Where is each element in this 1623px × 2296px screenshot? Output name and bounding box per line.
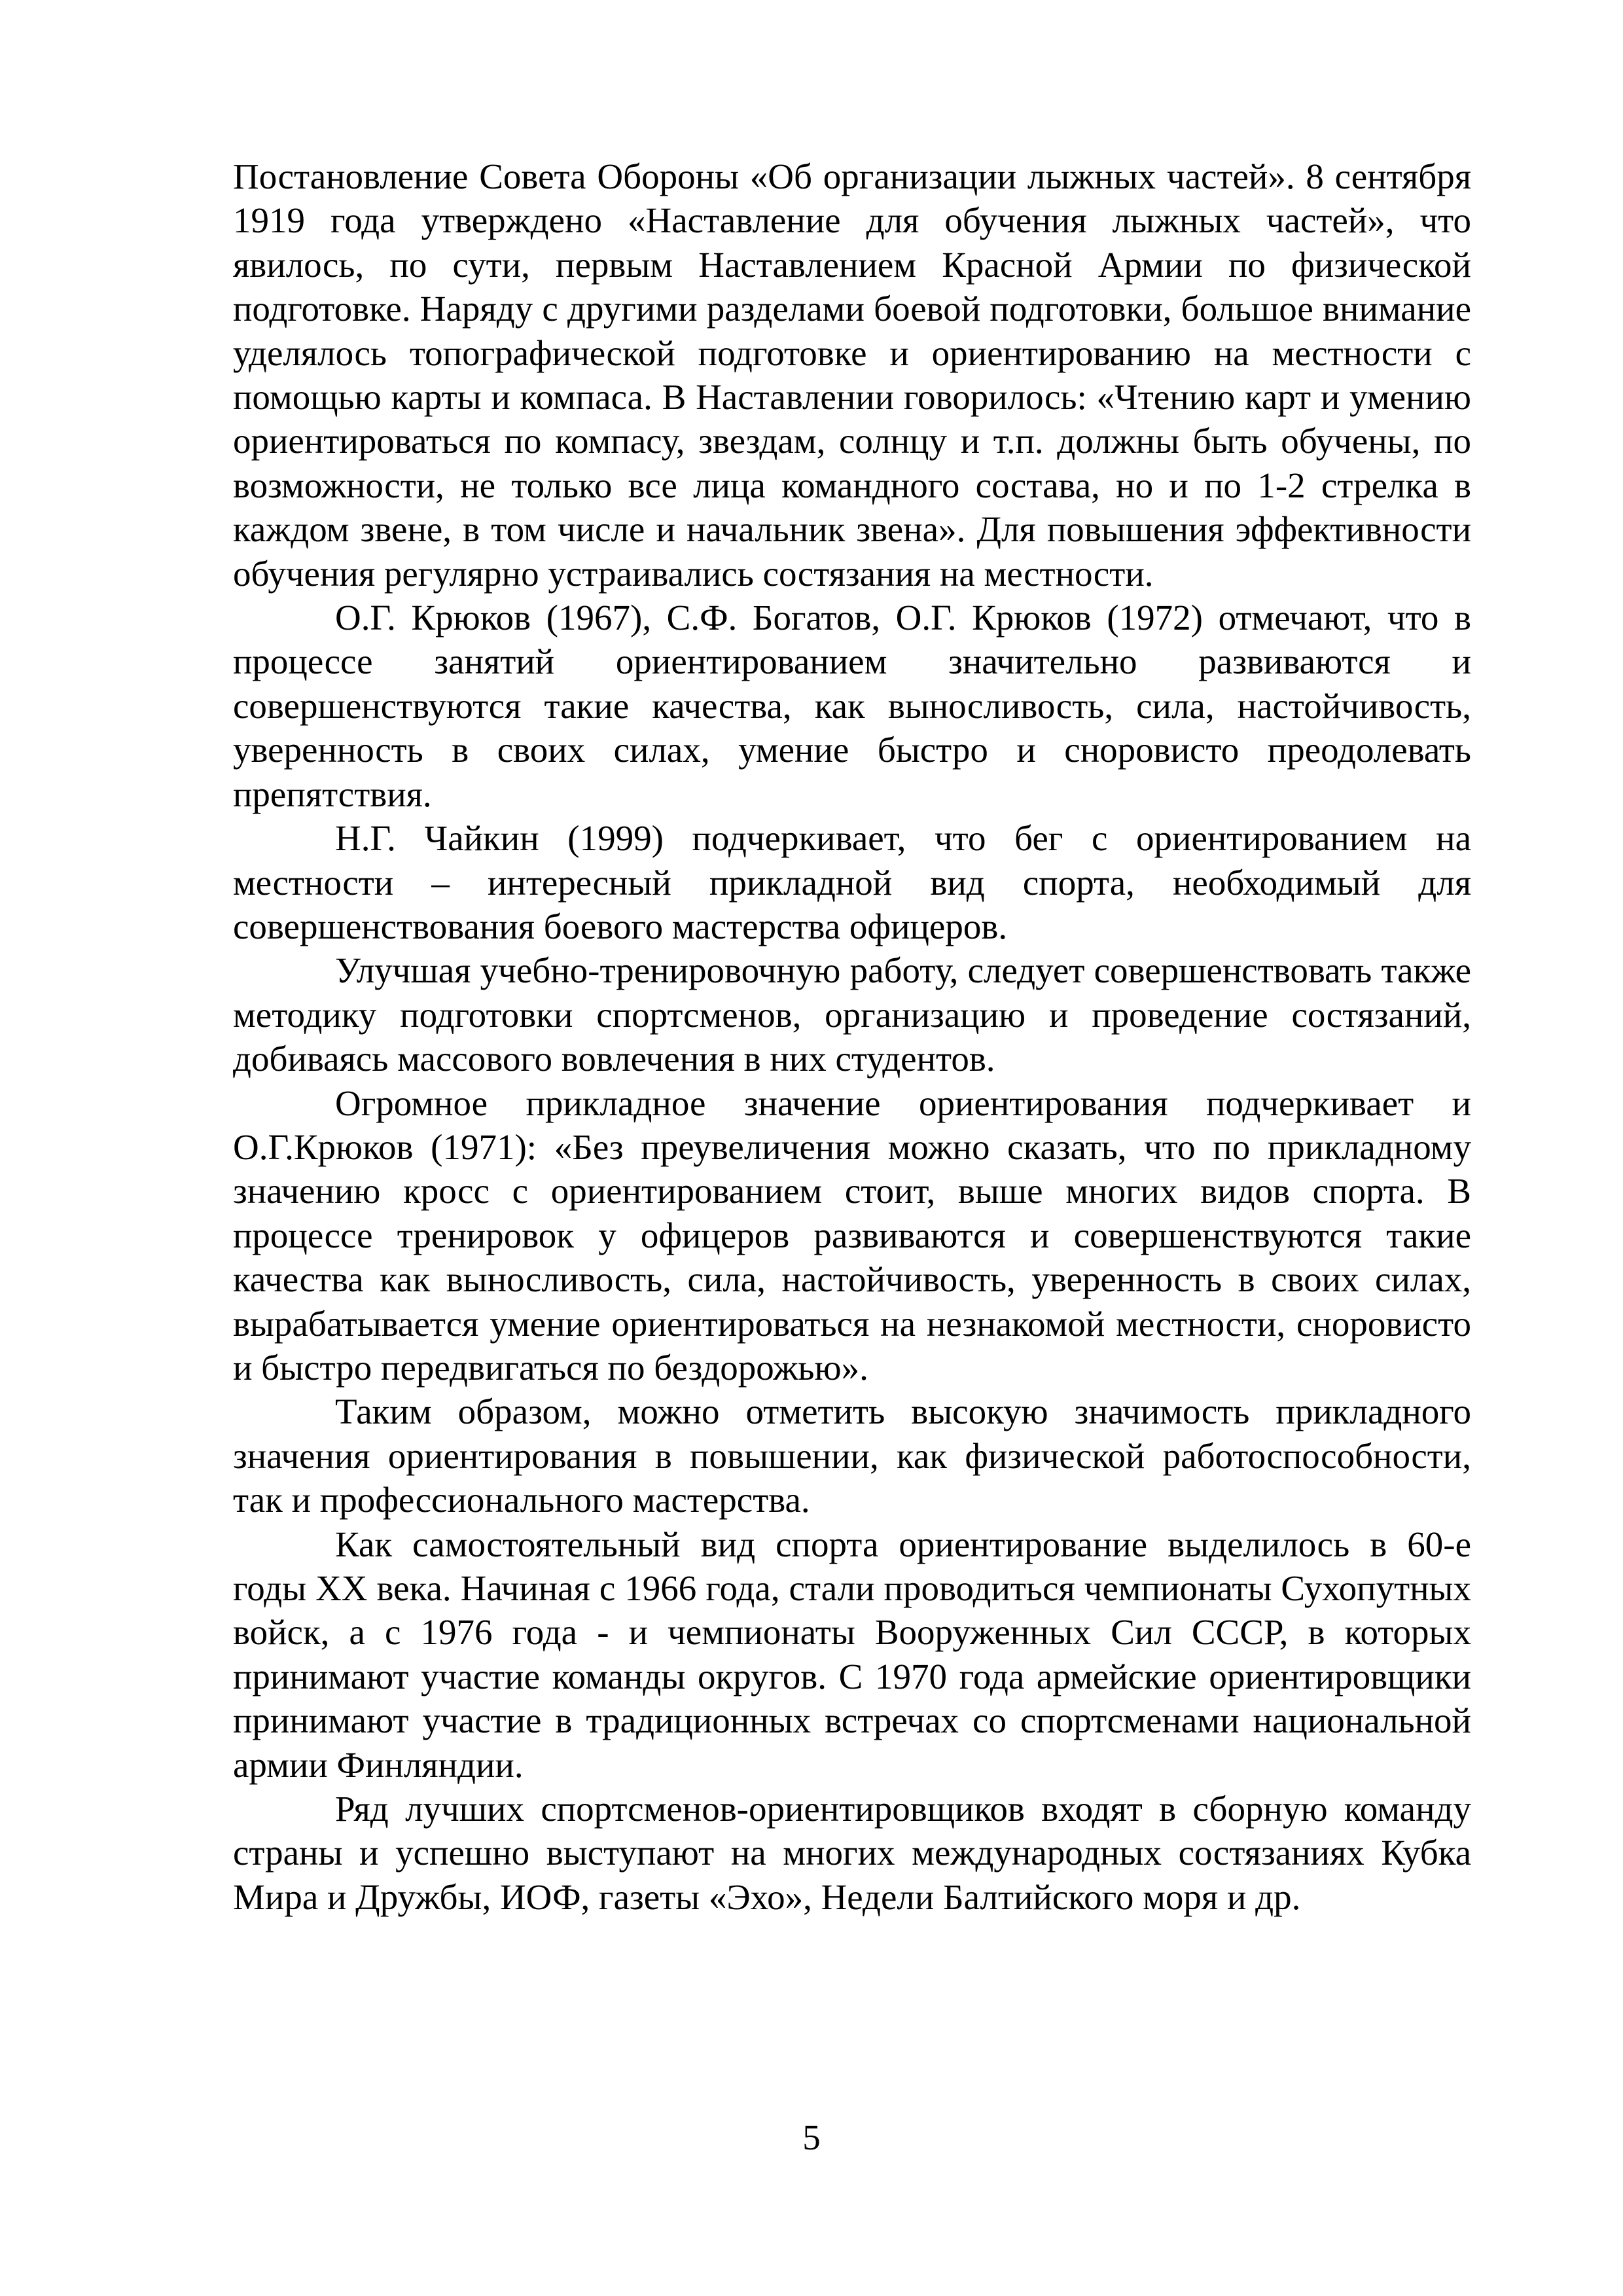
paragraph-chaikin: Н.Г. Чайкин (1999) подчеркивает, что бег с ориентированием на местности – интересный прикладной вид спорта, необходимый для совершенствования боевого мастерства офицеров. [233, 818, 1471, 946]
paragraph-conclusion: Таким образом, можно отметить высокую значимость прикладного значения ориентирования в повышении, как физической работоспособности, так и профессионального мастерства. [233, 1391, 1471, 1520]
paragraph-ski-troops-manual: Постановление Совета Обороны «Об организации лыжных частей». 8 сентября 1919 года утверждено «Наставление для обучения лыжных частей», что явилось, по сути, первым Наставлением Красной Армии по физической подготовке. Наряду с другими разделами боевой подготовки, большое внимание уделялось топографической подготовке и ориентированию на местности с помощью карты и компаса. В Наставлении говорилось: «Чтению карт и умению ориентироваться по компасу, звездам, солнцу и т.п. должны быть обучены, по возможности, не только все лица командного состава, но и по 1-2 стрелка в каждом звене, в том числе и начальник звена». Для повышения эффективности обучения регулярно устраивались состязания на местности. [233, 156, 1471, 594]
page-number: 5 [802, 2117, 821, 2157]
paragraph-sport-history: Как самостоятельный вид спорта ориентирование выделилось в 60-е годы XX века. Начиная с 1966 года, стали проводиться чемпионаты Сухопутных войск, а с 1976 года - и чемпионаты Вооруженных Сил СССР, в которых принимают участие команды округов. С 1970 года армейские ориентировщики принимают участие в традиционных встречах со спортсменами национальной армии Финляндии. [233, 1524, 1471, 1785]
paragraph-applied-value: Огромное прикладное значение ориентирования подчеркивает и О.Г.Крюков (1971): «Без преувеличения можно сказать, что по прикладному значению кросс с ориентированием стоит, выше многих видов спорта. В процессе тренировок у офицеров развиваются и совершенствуются такие качества как выносливость, сила, настойчивость, уверенность в своих силах, вырабатывается умение ориентироваться на незнакомой местности, сноровисто и быстро передвигаться по бездорожью». [233, 1083, 1471, 1388]
paragraph-kryukov-bogatov: О.Г. Крюков (1967), С.Ф. Богатов, О.Г. Крюков (1972) отмечают, что в процессе занятий ориентированием значительно развиваются и совершенствуются такие качества, как выносливость, сила, настойчивость, уверенность в своих силах, умение быстро и сноровисто преодолевать препятствия. [233, 598, 1471, 814]
body-text [233, 154, 1471, 1919]
paragraph-training-methods: Улучшая учебно-тренировочную работу, следует совершенствовать также методику подготовки спортсменов, организацию и проведение состязаний, добиваясь массового вовлечения в них студентов. [233, 950, 1471, 1079]
paragraph-international-competitions: Ряд лучших спортсменов-ориентировщиков входят в сборную команду страны и успешно выступают на многих международных состязаниях Кубка Мира и Дружбы, ИОФ, газеты «Эхо», Недели Балтийского моря и др. [233, 1789, 1471, 1917]
